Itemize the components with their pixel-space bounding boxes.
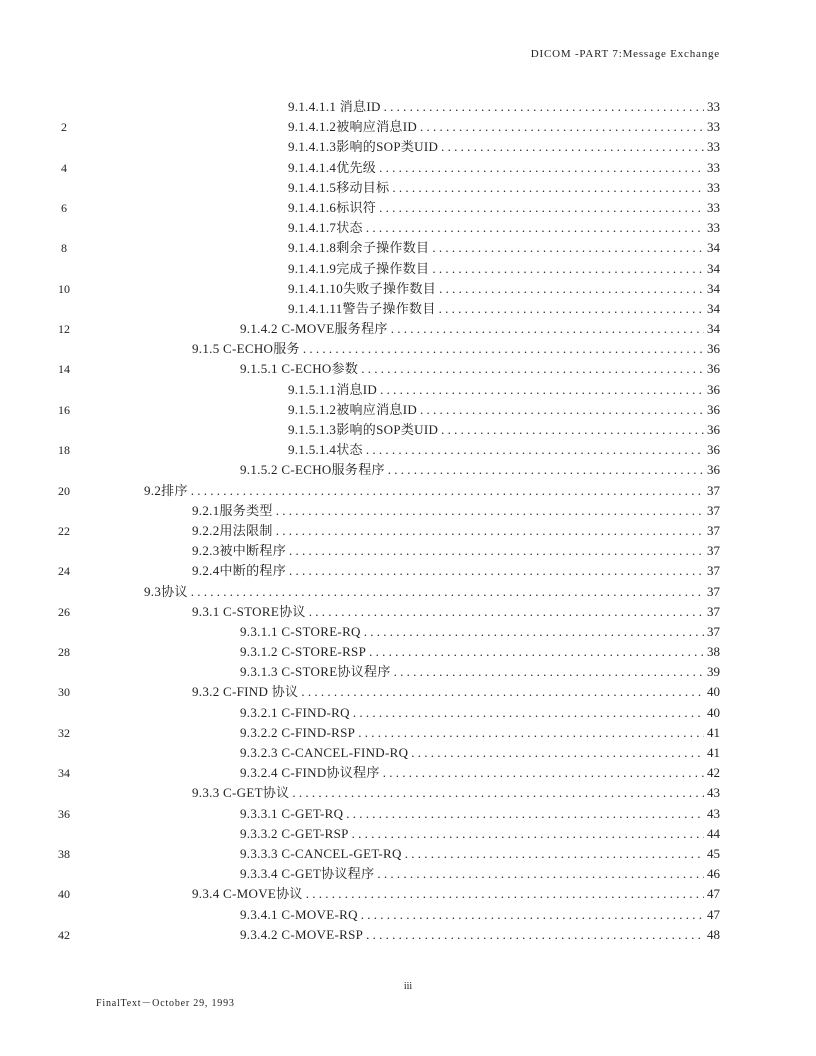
footer-text: FinalText－October 29, 1993 bbox=[96, 998, 235, 1009]
toc-entry[interactable] bbox=[240, 319, 720, 339]
dot-leader bbox=[394, 662, 704, 682]
line-number: 42 bbox=[58, 927, 70, 942]
toc-entry-page: 33 bbox=[707, 139, 720, 155]
toc-entry-page: 43 bbox=[707, 785, 720, 801]
line-number: 30 bbox=[58, 685, 70, 700]
dot-leader bbox=[380, 380, 704, 400]
dot-leader bbox=[364, 622, 704, 642]
toc-entry-page: 36 bbox=[707, 401, 720, 417]
toc-entry-title: 9.2.4中断的程序 bbox=[192, 563, 286, 579]
toc-row bbox=[0, 743, 816, 763]
toc-entry-title: 9.1.5.1.1消息ID bbox=[288, 381, 378, 397]
toc-entry[interactable] bbox=[288, 158, 720, 178]
toc-entry[interactable] bbox=[240, 743, 720, 763]
line-number: 18 bbox=[58, 443, 70, 458]
toc-row bbox=[0, 541, 816, 561]
dot-leader bbox=[289, 541, 704, 561]
dot-leader bbox=[366, 440, 704, 460]
toc-entry-page: 41 bbox=[707, 745, 720, 760]
toc-row bbox=[0, 501, 816, 521]
toc-entry-page: 33 bbox=[707, 220, 720, 236]
toc-entry-title: 9.3.2.3 C-CANCEL-FIND-RQ bbox=[240, 745, 409, 760]
line-number: 32 bbox=[58, 725, 70, 740]
dot-leader bbox=[303, 339, 704, 359]
toc-entry-page: 37 bbox=[707, 543, 720, 559]
dot-leader bbox=[411, 743, 704, 763]
toc-row bbox=[0, 460, 816, 480]
toc-entry-page: 45 bbox=[707, 845, 720, 861]
dot-leader bbox=[391, 319, 704, 339]
toc-row bbox=[0, 561, 816, 581]
toc-entry-page: 37 bbox=[707, 502, 720, 518]
toc-entry-page: 34 bbox=[707, 280, 720, 296]
toc-entry-page: 36 bbox=[707, 381, 720, 397]
toc-entry[interactable] bbox=[192, 682, 720, 702]
toc-entry[interactable] bbox=[192, 783, 720, 803]
toc-entry-title: 9.3.3.1 C-GET-RQ bbox=[240, 805, 344, 821]
toc-row bbox=[0, 723, 816, 743]
toc-entry[interactable] bbox=[288, 400, 720, 420]
toc-entry[interactable] bbox=[240, 703, 720, 723]
toc-entry[interactable] bbox=[288, 218, 720, 238]
toc-entry-title: 9.3.4 C-MOVE协议 bbox=[192, 886, 303, 902]
toc-entry[interactable] bbox=[288, 440, 720, 460]
dot-leader bbox=[392, 178, 704, 198]
toc-entry-title: 9.3.2.1 C-FIND-RQ bbox=[240, 704, 350, 720]
line-number: 38 bbox=[58, 846, 70, 861]
dot-leader bbox=[379, 198, 704, 218]
toc-entry-page: 34 bbox=[707, 300, 720, 316]
toc-entry-page: 37 bbox=[707, 623, 720, 639]
line-number: 14 bbox=[58, 362, 70, 377]
toc-entry[interactable] bbox=[192, 541, 720, 561]
toc-entry-page: 44 bbox=[707, 825, 720, 841]
toc-row bbox=[0, 400, 816, 420]
toc-entry-page: 36 bbox=[707, 462, 720, 478]
toc-entry-title: 9.2.2用法限制 bbox=[192, 522, 273, 538]
dot-leader bbox=[388, 460, 704, 480]
toc-entry-title: 9.1.5.1 C-ECHO参数 bbox=[240, 361, 359, 377]
line-number: 10 bbox=[58, 281, 70, 296]
toc-entry-page: 34 bbox=[707, 321, 720, 337]
toc-row bbox=[0, 259, 816, 279]
toc-entry[interactable] bbox=[240, 763, 720, 783]
toc-entry-page: 37 bbox=[707, 603, 720, 619]
dot-leader bbox=[276, 501, 704, 521]
line-number: 26 bbox=[58, 604, 70, 619]
dot-leader bbox=[366, 925, 704, 945]
dot-leader bbox=[352, 824, 704, 844]
toc-entry-title: 9.1.4.1.3影响的SOP类UID bbox=[288, 139, 439, 155]
toc-entry-page: 39 bbox=[707, 664, 720, 680]
toc-entry-title: 9.1.4.1.1 消息ID bbox=[288, 99, 381, 114]
dot-leader bbox=[379, 158, 704, 178]
dot-leader bbox=[361, 359, 704, 379]
toc-entry-page: 36 bbox=[707, 361, 720, 377]
toc-row bbox=[0, 319, 816, 339]
toc-entry-title: 9.2.3被中断程序 bbox=[192, 543, 286, 559]
toc-row bbox=[0, 218, 816, 238]
toc-entry[interactable] bbox=[192, 521, 720, 541]
toc-entry-title: 9.3.2.4 C-FIND协议程序 bbox=[240, 765, 380, 781]
toc-entry[interactable] bbox=[288, 198, 720, 218]
toc-entry-title: 9.1.4.1.2被响应消息ID bbox=[288, 119, 418, 135]
dot-leader bbox=[384, 97, 704, 117]
line-number: 28 bbox=[58, 645, 70, 660]
toc-entry-title: 9.3.3.4 C-GET协议程序 bbox=[240, 866, 375, 882]
dot-leader bbox=[289, 561, 704, 581]
toc-entry[interactable] bbox=[240, 905, 720, 925]
dot-leader bbox=[420, 400, 704, 420]
toc-entry-page: 40 bbox=[707, 704, 720, 720]
toc-entry[interactable] bbox=[288, 178, 720, 198]
toc-entry[interactable] bbox=[240, 359, 720, 379]
toc-row bbox=[0, 622, 816, 642]
toc-entry[interactable] bbox=[144, 481, 720, 501]
dot-leader bbox=[309, 602, 704, 622]
toc-row bbox=[0, 824, 816, 844]
toc-entry[interactable] bbox=[288, 238, 720, 258]
toc-row bbox=[0, 299, 816, 319]
toc-row bbox=[0, 178, 816, 198]
dot-leader bbox=[358, 723, 704, 743]
table-of-contents bbox=[0, 97, 816, 945]
toc-entry-page: 34 bbox=[707, 260, 720, 276]
toc-row bbox=[0, 339, 816, 359]
toc-row bbox=[0, 117, 816, 137]
toc-entry-page: 33 bbox=[707, 159, 720, 175]
toc-entry-title: 9.1.4.2 C-MOVE服务程序 bbox=[240, 321, 388, 337]
toc-entry-title: 9.1.4.1.9完成子操作数目 bbox=[288, 260, 430, 276]
toc-entry-title: 9.3.4.2 C-MOVE-RSP bbox=[240, 926, 364, 942]
toc-entry-page: 36 bbox=[707, 422, 720, 437]
toc-row bbox=[0, 481, 816, 501]
toc-entry-page: 47 bbox=[707, 886, 720, 902]
toc-row bbox=[0, 642, 816, 662]
dot-leader bbox=[441, 420, 704, 440]
toc-row bbox=[0, 158, 816, 178]
toc-row bbox=[0, 420, 816, 440]
toc-entry-title: 9.2排序 bbox=[144, 482, 188, 498]
toc-entry[interactable] bbox=[240, 864, 720, 884]
toc-entry-page: 33 bbox=[707, 99, 720, 114]
toc-entry-page: 33 bbox=[707, 179, 720, 195]
toc-row bbox=[0, 137, 816, 157]
toc-entry[interactable] bbox=[240, 824, 720, 844]
toc-entry-title: 9.1.5.1.3影响的SOP类UID bbox=[288, 422, 439, 437]
toc-entry[interactable] bbox=[240, 642, 720, 662]
toc-row bbox=[0, 682, 816, 702]
toc-row bbox=[0, 238, 816, 258]
toc-entry-page: 33 bbox=[707, 119, 720, 135]
toc-entry-title: 9.3协议 bbox=[144, 583, 188, 599]
toc-row bbox=[0, 521, 816, 541]
dot-leader bbox=[420, 117, 704, 137]
toc-entry-page: 37 bbox=[707, 583, 720, 599]
toc-entry-title: 9.1.4.1.4优先级 bbox=[288, 159, 377, 175]
toc-entry[interactable] bbox=[192, 501, 720, 521]
toc-row bbox=[0, 884, 816, 904]
toc-entry-title: 9.1.4.1.8剩余子操作数目 bbox=[288, 240, 430, 256]
toc-row bbox=[0, 279, 816, 299]
toc-entry-title: 9.3.2 C-FIND 协议 bbox=[192, 684, 299, 700]
toc-row bbox=[0, 925, 816, 945]
toc-row bbox=[0, 703, 816, 723]
toc-row bbox=[0, 582, 816, 602]
dot-leader bbox=[369, 642, 704, 662]
toc-entry-title: 9.1.5.1.4状态 bbox=[288, 442, 363, 458]
toc-entry-title: 9.1.5 C-ECHO服务 bbox=[192, 341, 300, 357]
line-number: 22 bbox=[58, 523, 70, 538]
toc-entry-page: 40 bbox=[707, 684, 720, 700]
line-number: 4 bbox=[61, 160, 67, 175]
running-header: DICOM -PART 7:Message Exchange bbox=[530, 48, 720, 60]
line-number: 16 bbox=[58, 402, 70, 417]
toc-row bbox=[0, 844, 816, 864]
toc-entry-title: 9.3.4.1 C-MOVE-RQ bbox=[240, 906, 358, 922]
dot-leader bbox=[432, 259, 704, 279]
dot-leader bbox=[432, 238, 704, 258]
toc-row bbox=[0, 359, 816, 379]
toc-entry-title: 9.1.4.1.5移动目标 bbox=[288, 179, 390, 195]
toc-entry-title: 9.3.1.2 C-STORE-RSP bbox=[240, 644, 367, 660]
toc-entry-page: 38 bbox=[707, 644, 720, 660]
toc-entry-page: 36 bbox=[707, 341, 720, 357]
toc-entry-page: 42 bbox=[707, 765, 720, 781]
dot-leader bbox=[405, 844, 704, 864]
dot-leader bbox=[439, 279, 704, 299]
toc-entry[interactable] bbox=[144, 582, 720, 602]
toc-entry[interactable] bbox=[240, 460, 720, 480]
dot-leader bbox=[439, 299, 704, 319]
toc-entry-page: 41 bbox=[707, 724, 720, 740]
toc-entry-page: 33 bbox=[707, 199, 720, 215]
page-number: iii bbox=[403, 981, 413, 992]
toc-row bbox=[0, 864, 816, 884]
toc-row bbox=[0, 97, 816, 117]
toc-entry[interactable] bbox=[240, 622, 720, 642]
line-number: 8 bbox=[61, 241, 67, 256]
toc-entry[interactable] bbox=[288, 380, 720, 400]
dot-leader bbox=[441, 137, 704, 157]
toc-entry-page: 36 bbox=[707, 442, 720, 458]
line-number: 40 bbox=[58, 887, 70, 902]
dot-leader bbox=[346, 804, 704, 824]
toc-entry-title: 9.3.2.2 C-FIND-RSP bbox=[240, 724, 356, 740]
toc-entry[interactable] bbox=[288, 420, 720, 440]
toc-entry-page: 46 bbox=[707, 866, 720, 882]
toc-entry[interactable] bbox=[192, 561, 720, 581]
dot-leader bbox=[306, 884, 704, 904]
toc-entry[interactable] bbox=[288, 117, 720, 137]
toc-entry-title: 9.3.1.3 C-STORE协议程序 bbox=[240, 664, 391, 680]
toc-entry-page: 37 bbox=[707, 482, 720, 498]
dot-leader bbox=[301, 682, 704, 702]
toc-row bbox=[0, 440, 816, 460]
line-number: 2 bbox=[61, 120, 67, 135]
line-number: 20 bbox=[58, 483, 70, 498]
dot-leader bbox=[377, 864, 704, 884]
toc-entry[interactable] bbox=[240, 662, 720, 682]
dot-leader bbox=[191, 481, 704, 501]
toc-row bbox=[0, 905, 816, 925]
toc-entry-title: 9.3.1 C-STORE协议 bbox=[192, 603, 306, 619]
toc-row bbox=[0, 198, 816, 218]
toc-entry[interactable] bbox=[288, 259, 720, 279]
toc-entry[interactable] bbox=[288, 137, 720, 157]
toc-entry-page: 48 bbox=[707, 926, 720, 942]
toc-entry-title: 9.1.5.1.2被响应消息ID bbox=[288, 401, 418, 417]
toc-entry[interactable] bbox=[288, 279, 720, 299]
toc-entry-title: 9.3.1.1 C-STORE-RQ bbox=[240, 623, 361, 639]
toc-entry-page: 37 bbox=[707, 522, 720, 538]
toc-entry-title: 9.2.1服务类型 bbox=[192, 502, 273, 518]
dot-leader bbox=[292, 783, 704, 803]
toc-entry[interactable] bbox=[240, 925, 720, 945]
toc-entry-title: 9.3.3 C-GET协议 bbox=[192, 785, 290, 801]
toc-entry-page: 37 bbox=[707, 563, 720, 579]
toc-entry[interactable] bbox=[240, 844, 720, 864]
toc-entry[interactable] bbox=[240, 723, 720, 743]
toc-entry-title: 9.1.4.1.6标识符 bbox=[288, 199, 377, 215]
line-number: 34 bbox=[58, 766, 70, 781]
toc-entry-title: 9.1.4.1.7状态 bbox=[288, 220, 363, 236]
toc-row bbox=[0, 380, 816, 400]
toc-entry[interactable] bbox=[240, 804, 720, 824]
dot-leader bbox=[353, 703, 704, 723]
toc-row bbox=[0, 602, 816, 622]
toc-entry-title: 9.1.5.2 C-ECHO服务程序 bbox=[240, 462, 385, 478]
dot-leader bbox=[383, 763, 704, 783]
toc-entry[interactable] bbox=[288, 299, 720, 319]
toc-entry[interactable] bbox=[192, 339, 720, 359]
toc-row bbox=[0, 763, 816, 783]
dot-leader bbox=[361, 905, 704, 925]
toc-entry[interactable] bbox=[192, 602, 720, 622]
dot-leader bbox=[191, 582, 704, 602]
toc-entry-title: 9.1.4.1.11警告子操作数目 bbox=[288, 300, 436, 316]
toc-row bbox=[0, 662, 816, 682]
toc-entry-page: 43 bbox=[707, 805, 720, 821]
dot-leader bbox=[276, 521, 704, 541]
toc-row bbox=[0, 804, 816, 824]
line-number: 12 bbox=[58, 322, 70, 337]
line-number: 6 bbox=[61, 200, 67, 215]
toc-entry-page: 47 bbox=[707, 906, 720, 922]
toc-row bbox=[0, 783, 816, 803]
toc-entry-page: 34 bbox=[707, 240, 720, 256]
toc-entry-title: 9.1.4.1.10失败子操作数目 bbox=[288, 280, 437, 296]
toc-entry[interactable] bbox=[192, 884, 720, 904]
toc-entry-title: 9.3.3.3 C-CANCEL-GET-RQ bbox=[240, 845, 402, 861]
line-number: 36 bbox=[58, 806, 70, 821]
toc-entry-title: 9.3.3.2 C-GET-RSP bbox=[240, 825, 349, 841]
dot-leader bbox=[366, 218, 704, 238]
line-number: 24 bbox=[58, 564, 70, 579]
toc-entry[interactable] bbox=[288, 97, 720, 117]
